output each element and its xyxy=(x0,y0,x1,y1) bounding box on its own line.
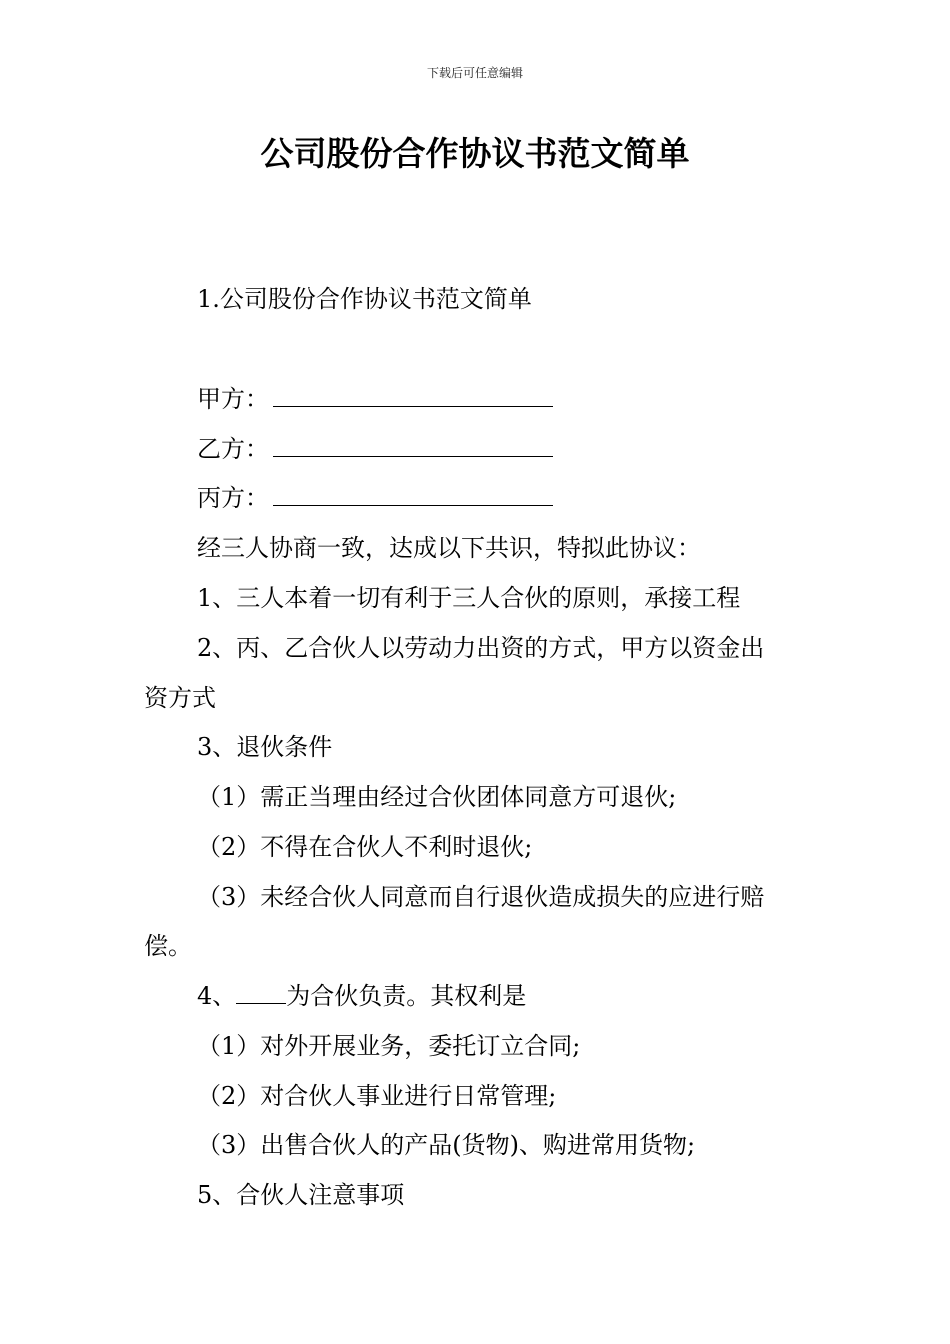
party-a-label: 甲方： xyxy=(197,385,269,413)
clause-3-item-2: （2）不得在合伙人不利时退伙; xyxy=(197,833,533,861)
clause-4-item-3: （3）出售合伙人的产品(货物)、购进常用货物; xyxy=(197,1131,696,1159)
clause-3-item-3-cont: 偿。 xyxy=(144,932,192,960)
party-b-label: 乙方： xyxy=(197,435,269,463)
party-c-label: 丙方： xyxy=(197,484,269,512)
clause-2-line-2: 资方式 xyxy=(144,684,216,712)
clause-1: 1、三人本着一切有利于三人合伙的原则，承接工程 xyxy=(197,584,741,612)
clause-4-blank xyxy=(236,983,286,1004)
clause-4-item-1: （1）对外开展业务，委托订立合同; xyxy=(197,1032,581,1060)
clause-5: 5、合伙人注意事项 xyxy=(197,1181,405,1209)
party-c-blank xyxy=(273,485,553,506)
clause-4-suffix: 为合伙负责。其权利是 xyxy=(286,982,527,1010)
party-a-blank xyxy=(273,386,553,407)
section-heading: 1.公司股份合作协议书范文简单 xyxy=(197,285,532,313)
clause-2-line-1: 2、丙、乙合伙人以劳动力出资的方式，甲方以资金出 xyxy=(197,634,765,662)
clause-4-prefix: 4、 xyxy=(197,982,237,1010)
intro-paragraph: 经三人协商一致，达成以下共识，特拟此协议： xyxy=(197,534,701,562)
clause-4-item-2: （2）对合伙人事业进行日常管理; xyxy=(197,1082,557,1110)
clause-3-item-3: （3）未经合伙人同意而自行退伙造成损失的应进行赔 xyxy=(197,883,765,911)
party-b-line xyxy=(0,433,950,465)
party-a-line xyxy=(0,383,950,415)
party-c-line xyxy=(0,482,950,514)
clause-4 xyxy=(0,980,950,1012)
header-note: 下载后可任意编辑 xyxy=(426,66,523,80)
document-title: 公司股份合作协议书范文简单 xyxy=(260,134,690,173)
clause-3-item-1: （1）需正当理由经过合伙团体同意方可退伙; xyxy=(197,783,677,811)
party-b-blank xyxy=(273,436,553,457)
clause-3: 3、退伙条件 xyxy=(197,733,333,761)
